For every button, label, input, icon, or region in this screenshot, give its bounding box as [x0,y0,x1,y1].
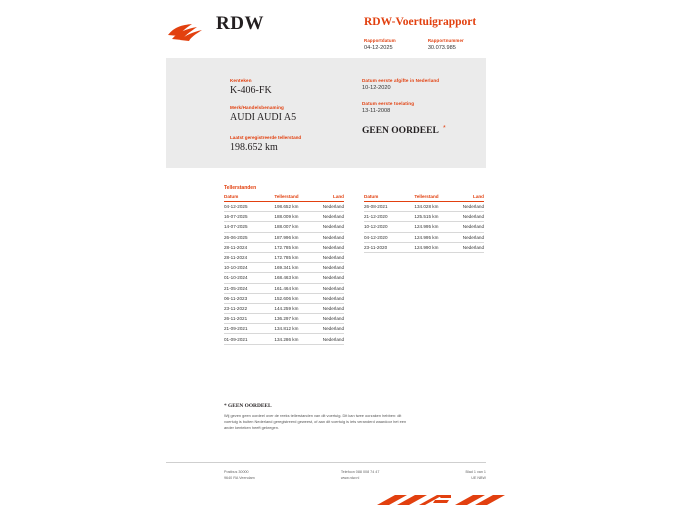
cell-datum: 10-10-2024 [224,263,274,273]
footnote-body: Wij geven geen oordeel over de reeks tellerstanden van dit voertuig. Dit kan twee oorzaken hebben: dit voertuig is buiten Nederland geregistreerd geweest, of aan dit voertuig is iets veranderd waardoor het een ander kenteken heeft gekregen. [224,413,407,431]
footer-phone: Telefoon 088 008 74 47 [340,470,380,474]
document-header [0,0,685,62]
table-row [224,273,344,283]
cell-tellerstand: 169.341 km [274,263,314,273]
cell-datum: 21-09-2021 [224,324,274,334]
rdw-footer-stripes-icon [377,492,507,508]
meta-rapportnummer-label: Rapportnummer [427,38,464,43]
table-row [224,324,344,334]
col-header-datum: Datum [224,194,274,202]
cell-land: Nederland [314,334,344,344]
tellerstanden-title: Tellerstanden [224,185,257,191]
table-row [364,242,484,252]
table-row [224,283,344,293]
table-row [224,303,344,313]
document-footer [224,470,486,481]
cell-datum: 06-11-2023 [224,293,274,303]
cell-land: Nederland [314,273,344,283]
cell-tellerstand: 187.996 km [274,232,314,242]
cell-tellerstand: 124.995 km [414,232,454,242]
table-row [364,212,484,222]
cell-datum: 23-11-2022 [224,303,274,313]
cell-land: Nederland [454,222,484,232]
footnote-title: * GEEN OORDEEL [224,403,272,409]
cell-land: Nederland [314,293,344,303]
meta-rapportdatum-value: 04-12-2025 [364,45,393,51]
cell-tellerstand: 161.464 km [274,283,314,293]
vehicle-summary-panel [166,58,486,168]
odometer-table-left-body [224,202,344,345]
cell-land: Nederland [314,324,344,334]
rdw-flame-logo-icon [166,23,210,41]
cell-tellerstand: 124.995 km [414,222,454,232]
footer-divider [166,462,486,463]
eerste-afgifte-label: Datum eerste afgifte in Nederland [362,78,440,83]
cell-datum: 04-12-2025 [224,202,274,212]
odometer-table-right [364,194,484,253]
table-row [224,212,344,222]
col-header-datum: Datum [364,194,414,202]
cell-land: Nederland [314,263,344,273]
eerste-toelating-value: 13-11-2008 [362,108,391,114]
report-title: RDW-Voertuigrapport [364,16,477,28]
cell-tellerstand: 188.009 km [274,212,314,222]
cell-datum: 26-08-2021 [364,202,414,212]
last-odometer-value: 198.652 km [230,142,278,153]
cell-tellerstand: 125.515 km [414,212,454,222]
verdict-asterisk: * [443,125,446,132]
cell-datum: 26-11-2021 [224,314,274,324]
table-row [224,222,344,232]
verdict-text: GEEN OORDEEL [362,126,439,136]
cell-land: Nederland [314,222,344,232]
cell-datum: 01-09-2021 [224,334,274,344]
table-row [364,222,484,232]
merk-value: AUDI AUDI A5 [230,112,297,123]
meta-rapportnummer [428,38,464,51]
cell-land: Nederland [314,303,344,313]
col-header-tellerstand: Tellerstand [274,194,314,202]
footer-page-info [465,470,486,481]
cell-tellerstand: 134.286 km [274,334,314,344]
cell-land: Nederland [314,242,344,252]
table-row [224,202,344,212]
cell-datum: 23-11-2020 [364,242,414,252]
footer-page-number: Blad 1 van 1 [465,470,486,474]
cell-datum: 04-12-2020 [364,232,414,242]
table-row [224,252,344,262]
cell-tellerstand: 124.990 km [414,242,454,252]
cell-datum: 16-07-2025 [224,212,274,222]
cell-tellerstand: 168.463 km [274,273,314,283]
cell-land: Nederland [454,212,484,222]
merk-label: Merk/Handelsbenaming [230,105,284,110]
table-row [224,314,344,324]
cell-tellerstand: 134.812 km [274,324,314,334]
meta-rapportdatum [364,38,396,51]
cell-land: Nederland [314,202,344,212]
panel-left-column [230,78,380,132]
cell-tellerstand: 136.297 km [274,314,314,324]
odometer-table-right-body [364,202,484,253]
odometer-table-left [224,194,344,345]
table-row [364,232,484,242]
meta-rapportdatum-label: Rapportdatum [364,38,396,43]
table-header-row [364,194,484,202]
table-header-row [224,194,344,202]
col-header-land: Land [314,194,344,202]
col-header-tellerstand: Tellerstand [414,194,454,202]
cell-land: Nederland [314,283,344,293]
cell-datum: 26-06-2025 [224,232,274,242]
cell-datum: 21-12-2020 [364,212,414,222]
rdw-logo-text: RDW [216,13,264,34]
last-odometer-label: Laatst geregistreerde tellerstand [230,135,302,140]
last-odometer-block [230,135,301,153]
footer-address [224,470,255,481]
cell-land: Nederland [314,232,344,242]
table-row [364,202,484,212]
cell-tellerstand: 134.028 km [414,202,454,212]
cell-tellerstand: 172.785 km [274,252,314,262]
cell-tellerstand: 198.652 km [274,202,314,212]
kenteken-value: K-406-FK [230,85,272,96]
cell-datum: 21-05-2024 [224,283,274,293]
report-meta [364,38,464,51]
cell-land: Nederland [454,202,484,212]
cell-datum: 14-07-2025 [224,222,274,232]
cell-tellerstand: 144.259 km [274,303,314,313]
table-row [224,263,344,273]
eerste-toelating-label: Datum eerste toelating [362,101,415,106]
cell-land: Nederland [454,242,484,252]
col-header-land: Land [454,194,484,202]
footer-website[interactable]: www.rdw.nl [340,475,360,480]
kenteken-label: Kenteken [230,78,252,83]
table-row [224,334,344,344]
table-row [224,293,344,303]
footer-address-line1: Postbus 30000 [224,470,249,474]
table-row [224,232,344,242]
footnote-block [224,403,414,431]
cell-tellerstand: 172.785 km [274,242,314,252]
cell-datum: 01-10-2024 [224,273,274,283]
cell-land: Nederland [314,252,344,262]
cell-datum: 28-11-2024 [224,252,274,262]
table-row [224,242,344,252]
cell-land: Nederland [314,314,344,324]
footer-contact [341,470,380,481]
cell-tellerstand: 152.606 km [274,293,314,303]
cell-land: Nederland [454,232,484,242]
cell-datum: 10-12-2020 [364,222,414,232]
meta-rapportnummer-value: 30.073.985 [427,45,456,51]
footer-address-line2: 9640 RA Veendam [224,475,255,480]
panel-right-column [362,78,482,136]
cell-tellerstand: 188.007 km [274,222,314,232]
eerste-afgifte-value: 10-12-2020 [362,85,391,91]
footer-code: UE NBW [471,475,486,480]
cell-land: Nederland [314,212,344,222]
cell-datum: 28-11-2024 [224,242,274,252]
